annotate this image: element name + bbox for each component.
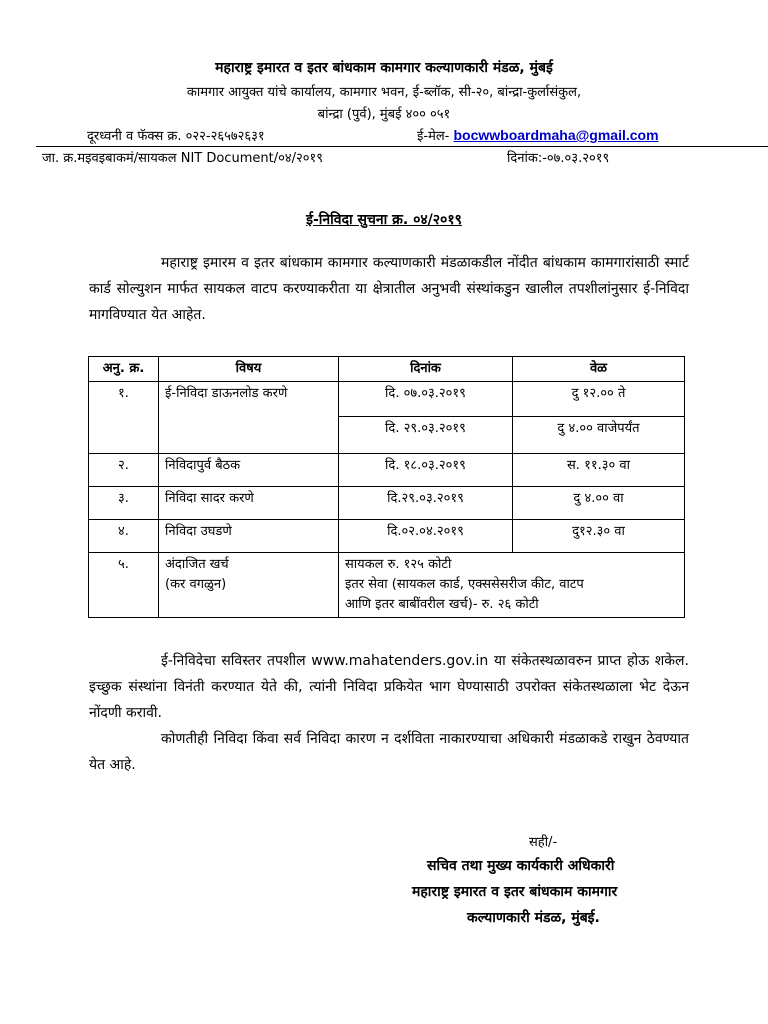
row-sr: १.: [89, 382, 159, 454]
cost-line: सायकल रु. १२५ कोटी: [345, 557, 452, 572]
table-row: [89, 487, 685, 520]
header-subject: विषय: [159, 357, 339, 382]
org-name: महाराष्ट्र इमारत व इतर बांधकाम कामगार कल्याणकारी मंडळ, मुंबई: [215, 60, 553, 76]
address-line-2: बांन्द्रा (पुर्व), मुंबई ४०० ०५१: [317, 107, 451, 122]
table-header-row: [89, 357, 685, 382]
email-label: ई-मेल-: [417, 129, 450, 144]
row-subject: निविदा सादर करणे: [159, 487, 339, 520]
row-time: दु१२.३० वा: [513, 520, 685, 553]
cost-line: इतर सेवा (सायकल कार्ड, एक्ससेसरीज कीट, वाटप: [345, 577, 584, 592]
subject-line: अंदाजित खर्च: [165, 557, 229, 572]
cost-line: आणि इतर बाबींवरील खर्च)- रु. २६ कोटी: [345, 597, 539, 612]
row-cost: [339, 553, 685, 618]
notice-title: ई-निविदा सुचना क्र. ०४/२०१९: [306, 212, 462, 228]
row-time: स. ११.३० वा: [513, 454, 685, 487]
table-row: [89, 520, 685, 553]
email-link[interactable]: bocwwboardmaha@gmail.com: [453, 127, 659, 143]
intro-text: महाराष्ट्र इमारम व इतर बांधकाम कामगार कल्याणकारी मंडळाकडील नोंदीत बांधकाम कामगारांसाठी स्मार्ट कार्ड सोल्युशन मार्फत सायकल वाटप करण्याकरीता या क्षेत्रातील अनुभवी संस्थांकडुन खालील तपशीलांनुसार ई-निविदा मागविण्यात येत आहेत.: [89, 255, 689, 323]
subject-line: (कर वगळुन): [165, 577, 227, 592]
reference-date: दिनांक:-०७.०३.२०१९: [507, 151, 610, 166]
row-date: दि.०२.०४.२०१९: [339, 520, 513, 553]
row-time: दु १२.०० ते: [513, 382, 685, 417]
signature-mark: सही/-: [529, 835, 558, 850]
header-time: वेळ: [513, 357, 685, 382]
row-time: दु ४.०० वाजेपर्यंत: [513, 417, 685, 454]
phone-fax: दूरध्वनी व फॅक्स क्र. ०२२-२६५७२६३१: [87, 129, 265, 144]
table-row: [89, 382, 685, 417]
header-divider: [36, 146, 768, 147]
row-subject: ई-निविदा डाऊनलोड करणे: [159, 382, 339, 454]
header-date: दिनांक: [339, 357, 513, 382]
signatory-org-line-1: महाराष्ट्र इमारत व इतर बांधकाम कामगार: [412, 884, 618, 900]
address-line-1: कामगार आयुक्त यांचे कार्यालय, कामगार भवन, ई-ब्लॉक, सी-२०, बांन्द्रा-कुर्लासंकुल,: [186, 85, 582, 100]
table-row: [89, 553, 685, 618]
signatory-org-line-2: कल्याणकारी मंडळ, मुंबई.: [467, 910, 600, 926]
row-time: दु ४.०० वा: [513, 487, 685, 520]
row-sr: २.: [89, 454, 159, 487]
reference-number: जा. क्र.मइवइबाकमं/सायकल NIT Document/०४/२०१९: [42, 151, 324, 166]
details-paragraph: ई-निविदेचा सविस्तर तपशील www.mahatenders.gov.in या संकेतस्थळावरुन प्राप्त होऊ शकेल. इच्छुक संस्थांना विनंती करण्यात येते की, त्यांनी निविदा प्रकियेत भाग घेण्यासाठी उपरोक्त संकेतस्थळाला भेट देऊन नोंदणी करावी.: [89, 653, 689, 721]
row-date: दि. २९.०३.२०१९: [339, 417, 513, 454]
row-date: दि. १८.०३.२०१९: [339, 454, 513, 487]
row-date: दि. ०७.०३.२०१९: [339, 382, 513, 417]
signatory-designation: सचिव तथा मुख्य कार्यकारी अधिकारी: [427, 858, 615, 874]
header-sr-no: अनु. क्र.: [89, 357, 159, 382]
table-row: [89, 454, 685, 487]
rights-paragraph: कोणतीही निविदा किंवा सर्व निविदा कारण न दर्शविता नाकारण्याचा अधिकारी मंडळाकडे राखुन ठेवण्यात येत आहे.: [89, 731, 689, 773]
row-sr: ३.: [89, 487, 159, 520]
row-subject: [159, 553, 339, 618]
email-line: [417, 126, 659, 144]
details-section: [89, 648, 689, 778]
intro-paragraph: [89, 250, 689, 328]
row-subject: निविदा उघडणे: [159, 520, 339, 553]
row-sr: ४.: [89, 520, 159, 553]
schedule-table: [88, 356, 685, 618]
row-date: दि.२९.०३.२०१९: [339, 487, 513, 520]
row-subject: निविदापुर्व बैठक: [159, 454, 339, 487]
row-sr: ५.: [89, 553, 159, 618]
